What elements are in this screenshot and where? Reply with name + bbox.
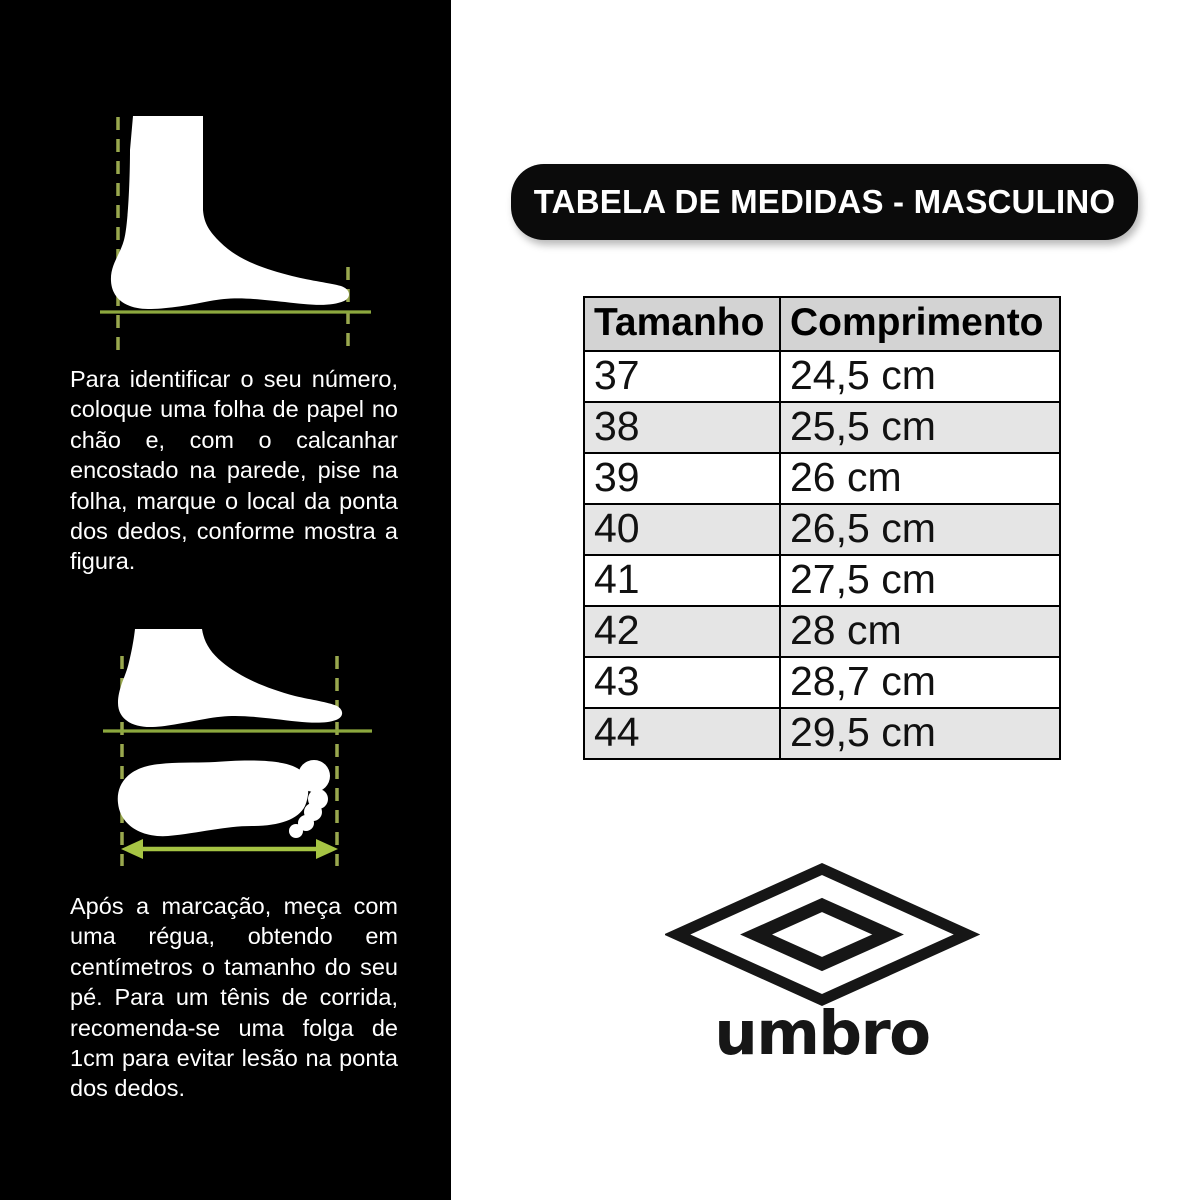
page-title: TABELA DE MEDIDAS - MASCULINO — [511, 164, 1138, 240]
size-cell: 40 — [584, 504, 780, 555]
umbro-logo-icon — [665, 860, 980, 1010]
length-cell: 27,5 cm — [780, 555, 1060, 606]
size-cell: 37 — [584, 351, 780, 402]
table-header-row — [584, 297, 1060, 351]
size-cell: 44 — [584, 708, 780, 759]
instruction-text-bottom: Após a marcação, meça com uma régua, obtendo em centímetros o tamanho do seu pé. Para um tênis de corrida, recomenda-se uma folga de 1cm para evitar lesão na ponta dos dedos. — [70, 893, 398, 1102]
foot-side-shape — [118, 629, 342, 727]
table-row — [584, 657, 1060, 708]
umbro-wordmark: umbro — [714, 998, 930, 1069]
footprint-shape — [118, 760, 330, 838]
size-table — [583, 296, 1061, 760]
length-cell: 24,5 cm — [780, 351, 1060, 402]
length-cell: 28 cm — [780, 606, 1060, 657]
size-cell: 43 — [584, 657, 780, 708]
length-cell: 26,5 cm — [780, 504, 1060, 555]
length-arrow — [121, 839, 338, 859]
length-cell: 25,5 cm — [780, 402, 1060, 453]
length-cell: 29,5 cm — [780, 708, 1060, 759]
table-row — [584, 555, 1060, 606]
table-row — [584, 708, 1060, 759]
size-cell: 38 — [584, 402, 780, 453]
column-header-comprimento: Comprimento — [780, 297, 1060, 351]
instruction-text-top: Para identificar o seu número, coloque uma folha de papel no chão e, com o calcanhar encostado na parede, pise na folha, marque o local da ponta dos dedos, conforme mostra a figura. — [70, 366, 398, 575]
instructions-panel — [0, 0, 451, 1200]
size-cell: 42 — [584, 606, 780, 657]
column-header-tamanho: Tamanho — [584, 297, 780, 351]
table-row — [584, 351, 1060, 402]
table-row — [584, 453, 1060, 504]
foot-side-illustration — [95, 108, 377, 356]
size-cell: 41 — [584, 555, 780, 606]
length-cell: 28,7 cm — [780, 657, 1060, 708]
foot-length-illustration — [100, 618, 376, 870]
size-cell: 39 — [584, 453, 780, 504]
table-row — [584, 402, 1060, 453]
foot-side-shape — [111, 116, 349, 309]
table-row — [584, 504, 1060, 555]
table-row — [584, 606, 1060, 657]
length-cell: 26 cm — [780, 453, 1060, 504]
